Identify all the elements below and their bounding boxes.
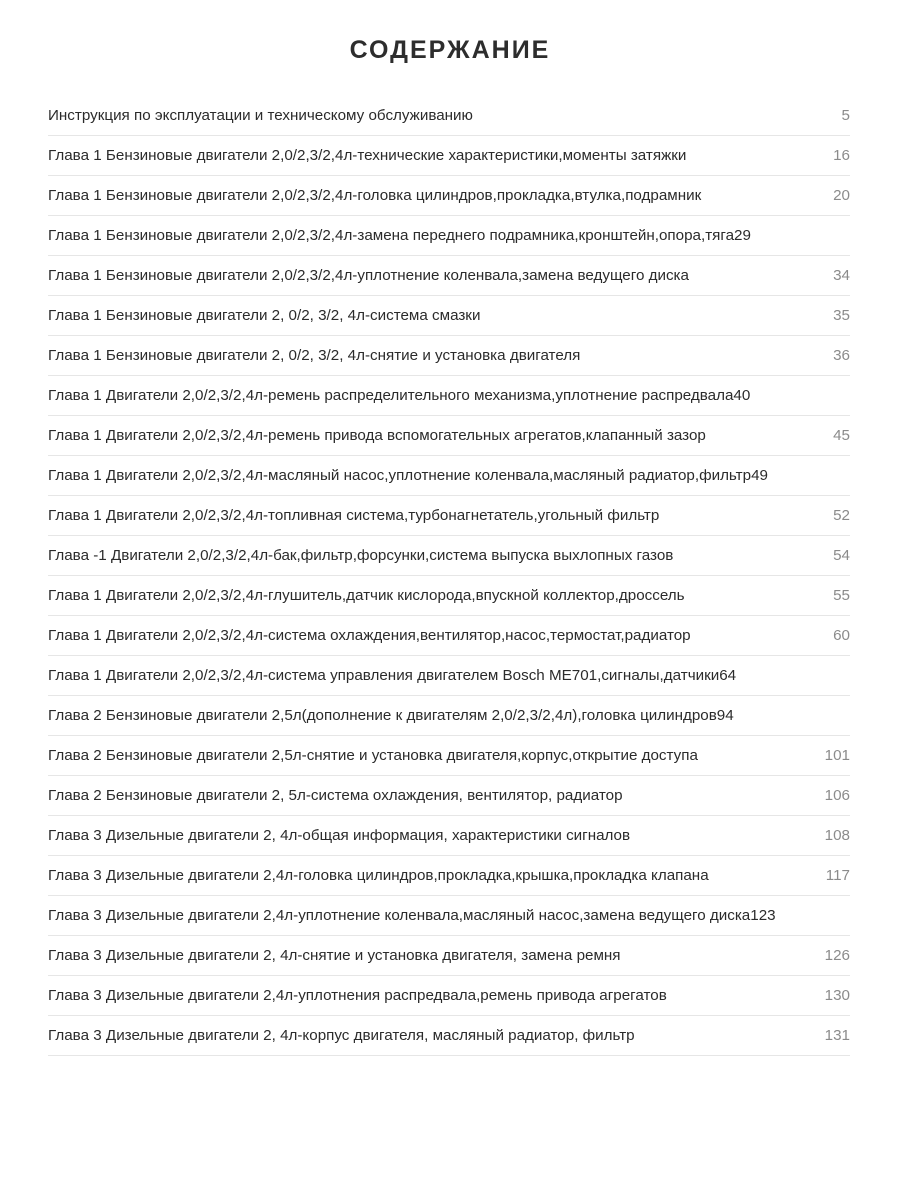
toc-entry-page-number: 101: [824, 746, 850, 764]
toc-entry[interactable]: [48, 816, 850, 856]
toc-list: [0, 95, 900, 1056]
toc-entry-page-number: 60: [833, 626, 850, 644]
toc-entry-label: Глава 1 Двигатели 2,0/2,3/2,4л-система управления двигателем Bosch ME701,сигналы,датчики64: [48, 666, 737, 684]
toc-entry-page-number: 106: [824, 786, 850, 804]
toc-entry[interactable]: [48, 736, 850, 776]
page-title: СОДЕРЖАНИЕ: [349, 36, 551, 64]
toc-entry[interactable]: [48, 95, 850, 136]
toc-entry-label: Глава 3 Дизельные двигатели 2,4л-уплотнение коленвала,масляный насос,замена ведущего диска123: [48, 906, 776, 924]
toc-entry-label: Глава 3 Дизельные двигатели 2, 4л-корпус двигателя, масляный радиатор, фильтр: [48, 1026, 635, 1044]
toc-entry[interactable]: [48, 656, 850, 696]
toc-entry-label: Глава -1 Двигатели 2,0/2,3/2,4л-бак,фильтр,форсунки,система выпуска выхлопных газов: [48, 546, 674, 564]
toc-entry[interactable]: [48, 216, 850, 256]
toc-entry[interactable]: [48, 256, 850, 296]
toc-entry-page-number: 54: [833, 546, 850, 564]
toc-entry-label: Глава 2 Бензиновые двигатели 2,5л-снятие и установка двигателя,корпус,открытие доступа: [48, 746, 698, 764]
toc-entry-label: Глава 1 Двигатели 2,0/2,3/2,4л-масляный насос,уплотнение коленвала,масляный радиатор,фильтр49: [48, 466, 768, 484]
toc-entry-page-number: 126: [824, 946, 850, 964]
toc-entry-page-number: 5: [841, 106, 850, 124]
toc-entry-page-number: 117: [825, 866, 850, 884]
toc-entry-label: Глава 1 Двигатели 2,0/2,3/2,4л-топливная система,турбонагнетатель,угольный фильтр: [48, 506, 660, 524]
toc-entry[interactable]: [48, 496, 850, 536]
toc-entry-label: Глава 1 Бензиновые двигатели 2,0/2,3/2,4л-замена переднего подрамника,кронштейн,опора,тяга29: [48, 226, 751, 244]
toc-entry-page-number: 52: [833, 506, 850, 524]
toc-entry[interactable]: [48, 776, 850, 816]
toc-entry[interactable]: [48, 696, 850, 736]
toc-entry-page-number: 45: [833, 426, 850, 444]
toc-entry[interactable]: [48, 976, 850, 1016]
toc-entry-label: Глава 1 Двигатели 2,0/2,3/2,4л-ремень привода вспомогательных агрегатов,клапанный зазор: [48, 426, 706, 444]
toc-entry[interactable]: [48, 456, 850, 496]
toc-entry[interactable]: [48, 136, 850, 176]
toc-entry-label: Глава 1 Двигатели 2,0/2,3/2,4л-система охлаждения,вентилятор,насос,термостат,радиатор: [48, 626, 691, 644]
toc-entry[interactable]: [48, 576, 850, 616]
toc-entry-label: Глава 1 Двигатели 2,0/2,3/2,4л-глушитель,датчик кислорода,впускной коллектор,дроссель: [48, 586, 685, 604]
toc-entry-page-number: 36: [833, 346, 850, 364]
toc-entry-label: Глава 1 Бензиновые двигатели 2, 0/2, 3/2, 4л-снятие и установка двигателя: [48, 346, 581, 364]
toc-entry-page-number: 55: [833, 586, 850, 604]
toc-entry-page-number: 130: [824, 986, 850, 1004]
toc-entry[interactable]: [48, 936, 850, 976]
toc-entry[interactable]: [48, 856, 850, 896]
toc-entry[interactable]: [48, 176, 850, 216]
toc-entry[interactable]: [48, 536, 850, 576]
toc-entry-label: Глава 1 Двигатели 2,0/2,3/2,4л-ремень распределительного механизма,уплотнение распредвала40: [48, 386, 751, 404]
toc-entry-page-number: 34: [833, 266, 850, 284]
toc-entry-page-number: 35: [833, 306, 850, 324]
toc-entry-page-number: 16: [833, 146, 850, 164]
toc-entry-label: Глава 3 Дизельные двигатели 2, 4л-снятие и установка двигателя, замена ремня: [48, 946, 621, 964]
toc-entry-label: Глава 3 Дизельные двигатели 2,4л-головка цилиндров,прокладка,крышка,прокладка клапана: [48, 866, 709, 884]
toc-entry[interactable]: [48, 296, 850, 336]
toc-entry-page-number: 108: [824, 826, 850, 844]
toc-entry-label: Глава 2 Бензиновые двигатели 2,5л(дополнение к двигателям 2,0/2,3/2,4л),головка цилиндров94: [48, 706, 734, 724]
toc-entry[interactable]: [48, 416, 850, 456]
toc-entry[interactable]: [48, 1016, 850, 1056]
toc-entry-label: Глава 3 Дизельные двигатели 2,4л-уплотнения распредвала,ремень привода агрегатов: [48, 986, 667, 1004]
toc-entry-label: Глава 1 Бензиновые двигатели 2,0/2,3/2,4л-уплотнение коленвала,замена ведущего диска: [48, 266, 689, 284]
toc-entry-label: Инструкция по эксплуатации и техническому обслуживанию: [48, 106, 473, 124]
toc-entry-label: Глава 3 Дизельные двигатели 2, 4л-общая информация, характеристики сигналов: [48, 826, 631, 844]
toc-entry[interactable]: [48, 616, 850, 656]
toc-entry-label: Глава 1 Бензиновые двигатели 2, 0/2, 3/2, 4л-система смазки: [48, 306, 481, 324]
toc-entry-label: Глава 2 Бензиновые двигатели 2, 5л-система охлаждения, вентилятор, радиатор: [48, 786, 623, 804]
toc-entry-page-number: 131: [824, 1026, 850, 1044]
toc-entry[interactable]: [48, 336, 850, 376]
toc-entry[interactable]: [48, 376, 850, 416]
toc-entry-label: Глава 1 Бензиновые двигатели 2,0/2,3/2,4л-технические характеристики,моменты затяжки: [48, 146, 687, 164]
toc-entry-label: Глава 1 Бензиновые двигатели 2,0/2,3/2,4л-головка цилиндров,прокладка,втулка,подрамник: [48, 186, 702, 204]
toc-entry[interactable]: [48, 896, 850, 936]
toc-entry-page-number: 20: [833, 186, 850, 204]
